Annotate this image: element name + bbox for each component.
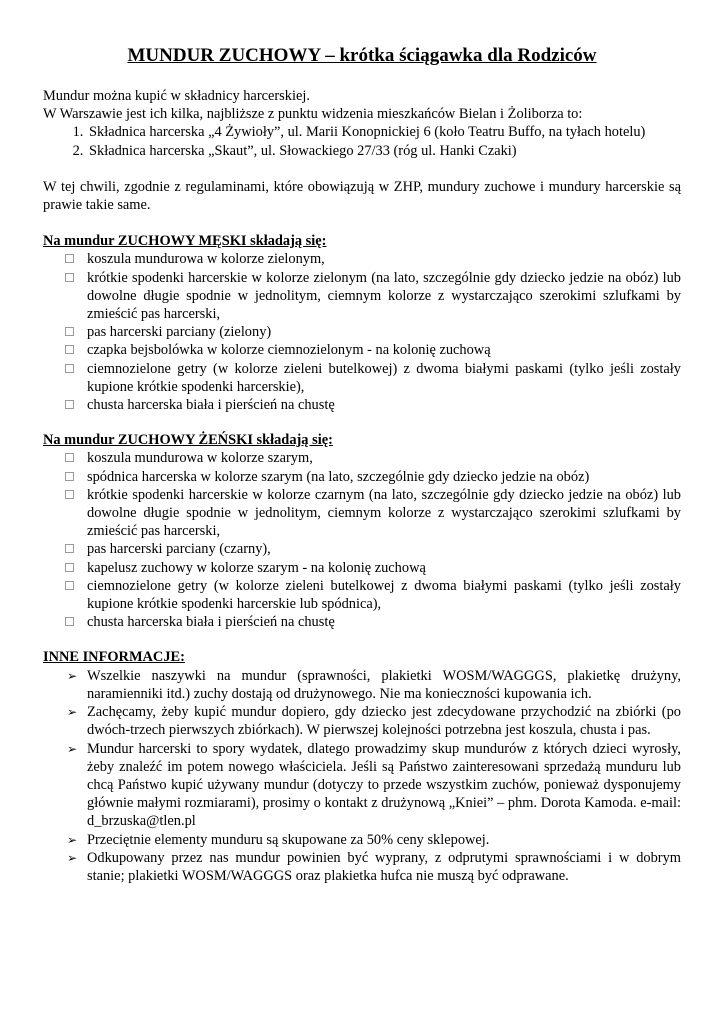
zhp-note: W tej chwili, zgodnie z regulaminami, które obowiązują w ZHP, mundury zuchowe i mundury harcerskie są prawie takie same. — [43, 178, 681, 214]
checkbox-square-icon — [65, 254, 74, 263]
arrow-right-icon: ➢ — [67, 832, 78, 847]
checkbox-square-icon — [65, 273, 74, 282]
list-item: ➢ Mundur harcerski to spory wydatek, dlatego prowadzimy skup mundurów z których dzieci wyrosły, żeby znaleźć im potem nowego właściciela. Jeśli są Państwo zainteresowani sprzedażą munduru lub chcą Państwo kupić używany mundur (dotyczy to przede wszystkim zuchów, ponieważ dysponujemy głównie małymi rozmiarami), prosimy o kontakt z drużynową „Kniei” – phm. Dorota Kamoda. e-mail: d_brzuska@tlen.pl — [67, 740, 681, 830]
list-item: krótkie spodenki harcerskie w kolorze zielonym (na lato, szczególnie gdy dziecko jedzie na obóz) lub dowolne długie spodnie w jednolitym, ciemnym kolorze z wystarczająco szerokimi szlufkami by zmieścić pas harcerski, — [87, 269, 681, 324]
list-item: krótkie spodenki harcerskie w kolorze czarnym (na lato, szczególnie gdy dziecko jedzie na obóz) lub dowolne długie spodnie w jednolitym, ciemnym kolorze z wystarczająco szerokimi szlufkami by zmieścić pas harcerski, — [87, 486, 681, 541]
checkbox-square-icon — [65, 453, 74, 462]
list-item: koszula mundurowa w kolorze zielonym, — [87, 250, 681, 268]
list-item: kapelusz zuchowy w kolorze szarym - na kolonię zuchową — [87, 559, 681, 577]
intro-line-1: Mundur można kupić w składnicy harcerskiej. — [43, 88, 310, 104]
checkbox-square-icon — [65, 490, 74, 499]
list-item: ➢ Zachęcamy, żeby kupić mundur dopiero, gdy dziecko jest zdecydowane przychodzić na zbiórki (po dwóch-trzech pierwszych zbiórkach). W pierwszej kolejności potrzebna jest koszula, chusta i pas. — [67, 704, 681, 739]
male-uniform-list — [43, 250, 681, 414]
checkbox-square-icon — [65, 544, 74, 553]
checkbox-square-icon — [65, 472, 74, 481]
list-item: chusta harcerska biała i pierścień na chustę — [87, 396, 681, 414]
store-item: 1. Składnica harcerska „4 Żywioły”, ul. Marii Konopnickiej 6 (koło Teatru Buffo, na tyłach hotelu) — [87, 123, 681, 141]
other-info-list — [43, 667, 681, 885]
list-item: ciemnozielone getry (w kolorze zieleni butelkowej z dwoma białymi paskami (tylko jeśli zostały kupione krótkie spodenki harcerskie lub spódnica), — [87, 577, 681, 613]
other-info-heading: INNE INFORMACJE: — [43, 649, 185, 666]
list-item: ciemnozielone getry (w kolorze zieleni butelkowej) z dwoma białymi paskami (tylko jeśli zostały kupione krótkie spodenki harcerskie), — [87, 360, 681, 396]
list-item: pas harcerski parciany (zielony) — [87, 323, 681, 341]
checkbox-square-icon — [65, 364, 74, 373]
male-uniform-heading: Na mundur ZUCHOWY MĘSKI składają się: — [43, 233, 327, 250]
checkbox-square-icon — [65, 400, 74, 409]
document-body — [43, 87, 681, 885]
checkbox-square-icon — [65, 563, 74, 572]
intro-line-2: W Warszawie jest ich kilka, najbliższe z punktu widzenia mieszkańców Bielan i Żoliborza to: — [43, 106, 583, 123]
list-item: spódnica harcerska w kolorze szarym (na lato, szczególnie gdy dziecko jedzie na obóz) — [87, 468, 681, 486]
list-item: chusta harcerska biała i pierścień na chustę — [87, 613, 681, 631]
list-item: ➢ Odkupowany przez nas mundur powinien być wyprany, z odprutymi sprawnościami i w dobrym stanie; plakietki WOSM/WAGGGS oraz plakietka hufca nie muszą być odprawane. — [67, 849, 681, 884]
checkbox-square-icon — [65, 617, 74, 626]
checkbox-square-icon — [65, 581, 74, 590]
list-item: ➢ Wszelkie naszywki na mundur (sprawności, plakietki WOSM/WAGGGS, plakietkę drużyny, naramienniki itd.) zuchy dostają od drużynowego. Nie ma konieczności kupowania ich. — [67, 667, 681, 702]
page-title: MUNDUR ZUCHOWY – krótka ściągawka dla Rodziców — [127, 45, 597, 66]
checkbox-square-icon — [65, 345, 74, 354]
store-item: 2. Składnica harcerska „Skaut”, ul. Słowackiego 27/33 (róg ul. Hanki Czaki) — [87, 142, 681, 160]
arrow-right-icon: ➢ — [67, 741, 78, 756]
list-item: ➢ Przeciętnie elementy munduru są skupowane za 50% ceny sklepowej. — [67, 831, 490, 848]
list-item: koszula mundurowa w kolorze szarym, — [87, 449, 681, 467]
store-list — [43, 123, 681, 159]
arrow-right-icon: ➢ — [67, 850, 78, 865]
female-uniform-list — [43, 449, 681, 631]
female-uniform-heading: Na mundur ZUCHOWY ŻEŃSKI składają się: — [43, 432, 333, 449]
list-item: czapka bejsbolówka w kolorze ciemnozielonym - na kolonię zuchową — [87, 341, 681, 359]
list-item: pas harcerski parciany (czarny), — [87, 540, 681, 558]
checkbox-square-icon — [65, 327, 74, 336]
arrow-right-icon: ➢ — [67, 668, 78, 683]
arrow-right-icon: ➢ — [67, 705, 78, 720]
